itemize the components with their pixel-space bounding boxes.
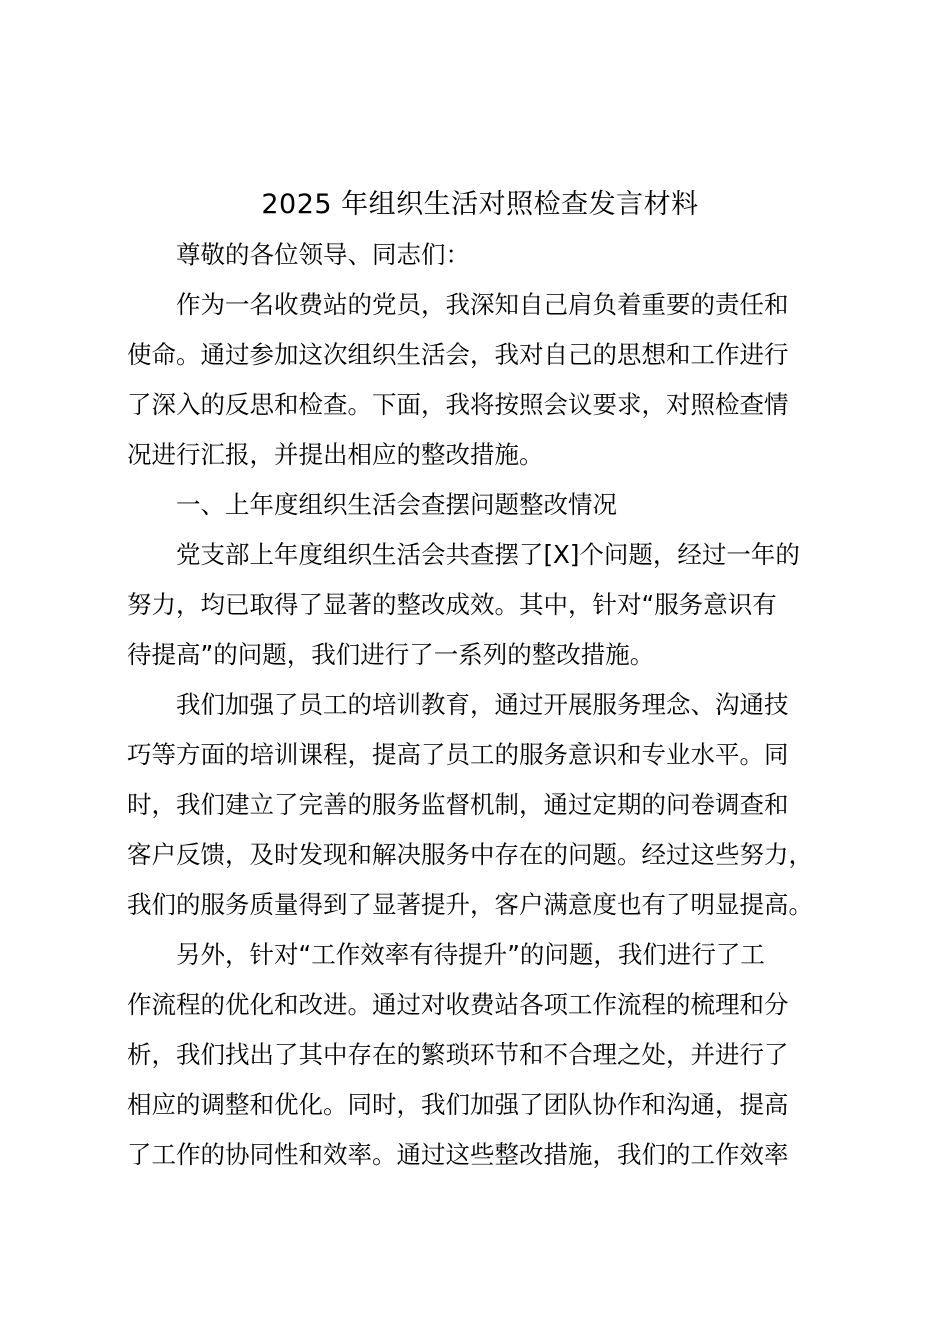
text-line: 客户反馈，及时发现和解决服务中存在的问题。经过这些努力， xyxy=(127,840,813,869)
text-line: 况进行汇报，并提出相应的整改措施。 xyxy=(127,440,544,469)
text-line: 相应的调整和优化。同时，我们加强了团队协作和沟通，提高 xyxy=(127,1090,789,1119)
document-title: 2025 年组织生活对照检查发言材料 xyxy=(261,189,699,220)
text-line: 一、上年度组织生活会查摆问题整改情况 xyxy=(176,490,617,519)
body-paragraph xyxy=(127,530,833,680)
greeting: 尊敬的各位领导、同志们： xyxy=(176,240,470,269)
text-line: 作流程的优化和改进。通过对收费站各项工作流程的梳理和分 xyxy=(127,990,789,1019)
body-paragraph xyxy=(127,930,833,1180)
text-line: 使命。通过参加这次组织生活会，我对自己的思想和工作进行 xyxy=(127,340,789,369)
text-line: 作为一名收费站的党员，我深知自己肩负着重要的责任和 xyxy=(176,290,789,319)
text-line: 另外，针对“工作效率有待提升”的问题，我们进行了工 xyxy=(176,940,765,969)
text-line: 党支部上年度组织生活会共查摆了[X]个问题，经过一年的 xyxy=(176,540,800,569)
document-page xyxy=(127,180,833,1180)
text-line: 时，我们建立了完善的服务监督机制，通过定期的问卷调查和 xyxy=(127,790,789,819)
text-line: 我们加强了员工的培训教育，通过开展服务理念、沟通技 xyxy=(176,690,789,719)
text-line: 待提高”的问题，我们进行了一系列的整改措施。 xyxy=(127,640,655,669)
body-paragraph xyxy=(127,280,833,480)
text-line: 析，我们找出了其中存在的繁琐环节和不合理之处，并进行了 xyxy=(127,1040,789,1069)
body-paragraph xyxy=(127,680,833,930)
text-line: 了工作的协同性和效率。通过这些整改措施，我们的工作效率 xyxy=(127,1140,789,1169)
document-body xyxy=(127,280,833,1180)
text-line: 我们的服务质量得到了显著提升，客户满意度也有了明显提高。 xyxy=(127,890,813,919)
text-line: 了深入的反思和检查。下面，我将按照会议要求，对照检查情 xyxy=(127,390,789,419)
body-paragraph xyxy=(127,480,833,530)
text-line: 巧等方面的培训课程，提高了员工的服务意识和专业水平。同 xyxy=(127,740,789,769)
text-line: 努力，均已取得了显著的整改成效。其中，针对“服务意识有 xyxy=(127,590,777,619)
